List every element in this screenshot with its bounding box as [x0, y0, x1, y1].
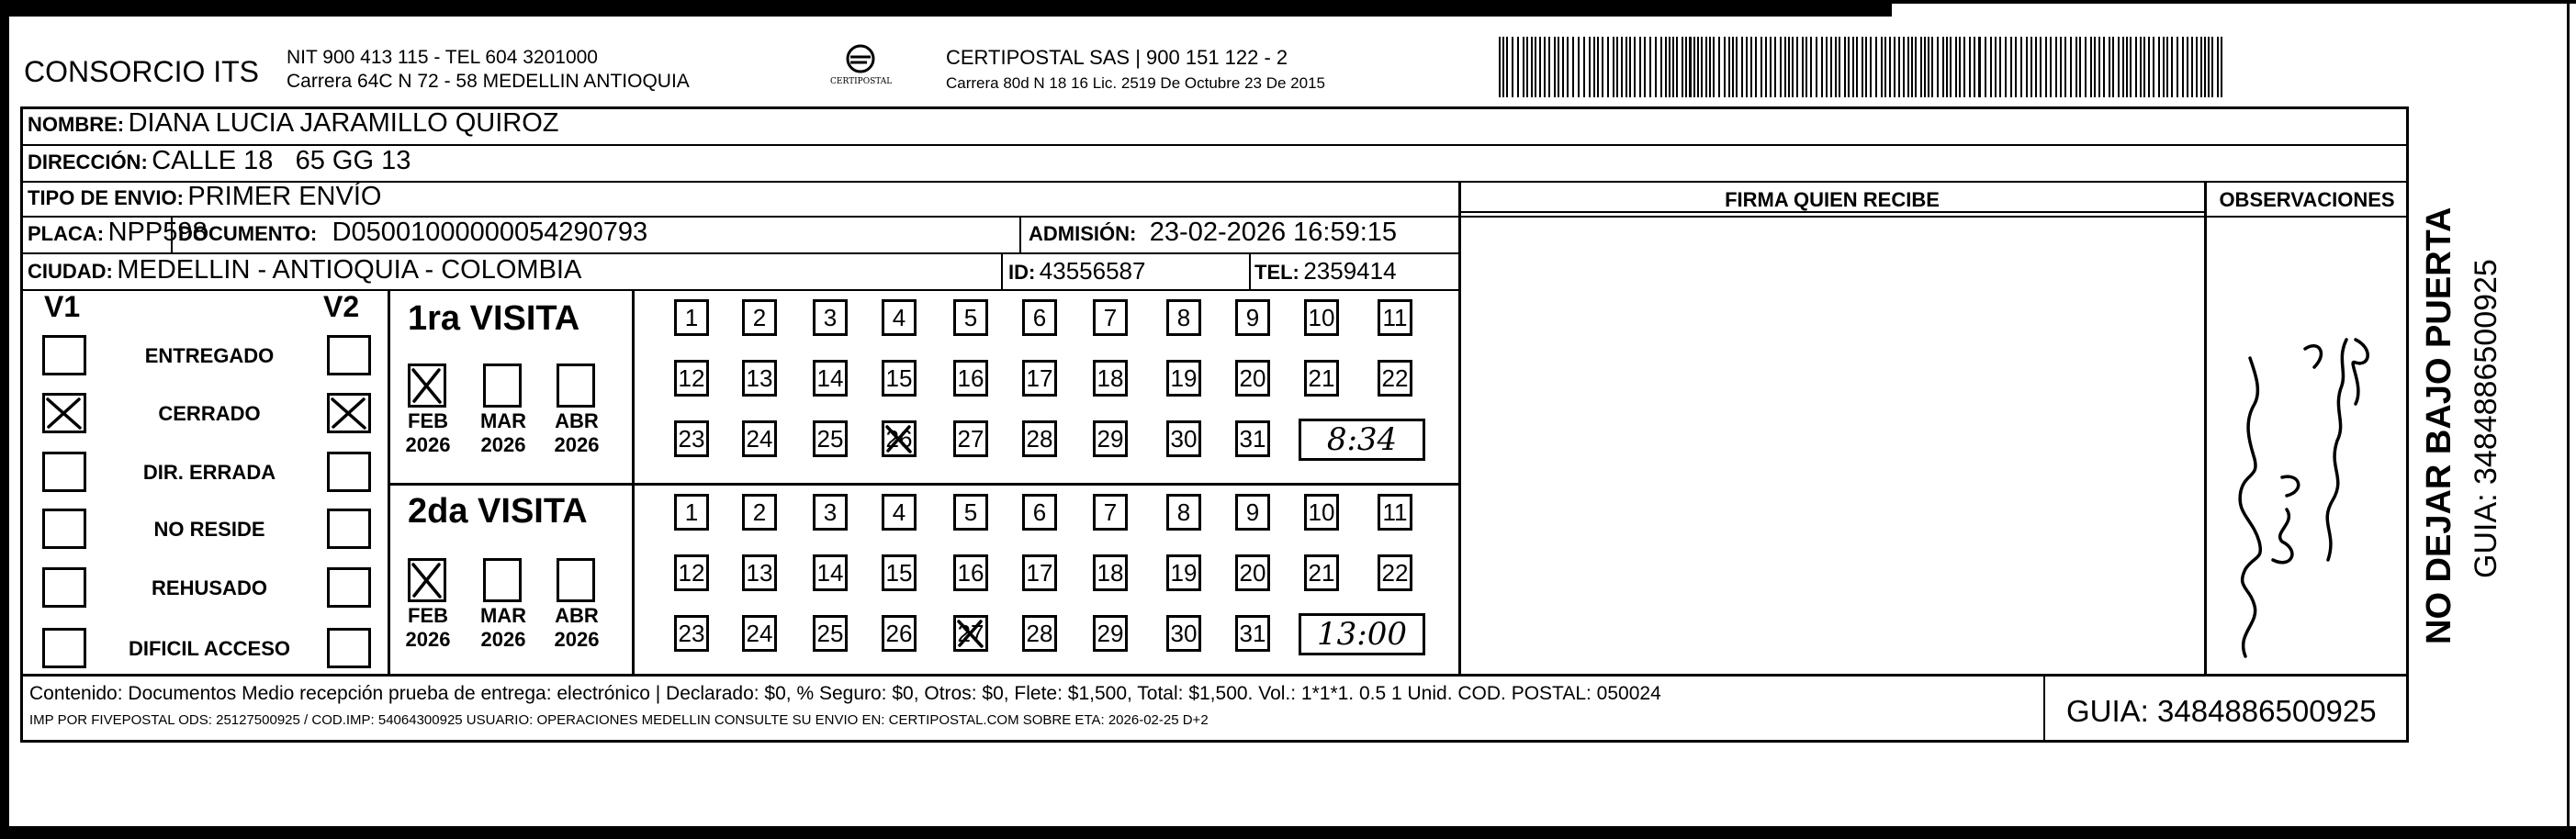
visita1-year-label: 2026 — [405, 433, 451, 456]
visita2-day-box: 13 — [742, 554, 777, 591]
v2-checkbox — [327, 509, 371, 549]
documento-row — [178, 218, 647, 248]
side-guia: GUIA: 3484886500925 — [2469, 259, 2503, 578]
visita1-day-box: 20 — [1235, 360, 1270, 397]
visita1-day-box: 7 — [1093, 299, 1128, 336]
visita2-day-box: 15 — [882, 554, 917, 591]
logo-icon — [830, 40, 891, 99]
tel-label: TEL: — [1254, 261, 1299, 284]
visita1-day-box: 9 — [1235, 299, 1270, 336]
nombre-label: NOMBRE: — [28, 113, 125, 136]
status-label: DIFICIL ACCESO — [128, 637, 290, 660]
direccion-row — [28, 146, 411, 176]
visita2-month-label: ABR — [555, 604, 599, 627]
visita2-day-box: 12 — [674, 554, 709, 591]
visita2-day-box: 23 — [674, 615, 709, 652]
admision-row — [1029, 218, 1397, 248]
admision-value: 23-02-2026 16:59:15 — [1149, 218, 1398, 247]
tipo-value: PRIMER ENVÍO — [187, 182, 382, 211]
nombre-value: DIANA LUCIA JARAMILLO QUIROZ — [128, 108, 559, 138]
visita2-year-label: 2026 — [480, 628, 526, 651]
visita1-day-box: 25 — [813, 420, 848, 457]
handwritten-x-mark — [956, 618, 985, 649]
visita2-day-box: 11 — [1378, 494, 1412, 531]
visita1-day-box: 10 — [1304, 299, 1339, 336]
v2-label: V2 — [323, 290, 360, 323]
footer-contenido: Contenido: Documentos Medio recepción prueba de entrega: electrónico | Declarado: $0, % Seguro: $0, Otros: $0, Flete: $1,500, Total: $1,500. Vol.: 1*1*1. 0.5 1 Unid. COD. POSTAL: 050024 — [29, 683, 1661, 704]
visita2-day-box: 22 — [1378, 554, 1412, 591]
visita2-month-label: MAR — [479, 604, 527, 627]
visita1-day-box: 21 — [1304, 360, 1339, 397]
footer-imp: IMP POR FIVEPOSTAL ODS: 25127500925 / COD.IMP: 54064300925 USUARIO: OPERACIONES MEDELLIN CONSULTE SU ENVIO EN: CERTIPOSTAL.COM SOBRE ETA: 2026-02-25 D+2 — [29, 712, 1209, 728]
visita1-day-box: 24 — [742, 420, 777, 457]
visita1-day-box: 5 — [953, 299, 988, 336]
visita1-month-label: FEB — [408, 409, 448, 432]
id-value: 43556587 — [1039, 257, 1146, 285]
admision-label: ADMISIÓN: — [1029, 222, 1137, 245]
visita2-month-checkbox — [408, 558, 446, 602]
no-dejar-bajo-puerta: NO DEJAR BAJO PUERTA — [2420, 207, 2458, 644]
visita1-day-box: 18 — [1093, 360, 1128, 397]
visita1-day-box: 30 — [1166, 420, 1201, 457]
address-line: Carrera 64C N 72 - 58 MEDELLIN ANTIOQUIA — [287, 71, 690, 92]
visita1-month-checkbox — [557, 364, 595, 408]
visita1-day-box: 29 — [1093, 420, 1128, 457]
visita2-day-box: 27 — [953, 615, 988, 652]
visita1-day-box: 4 — [882, 299, 917, 336]
visita1-day-box: 26 — [882, 420, 917, 457]
v1-label: V1 — [44, 290, 81, 323]
visita1-day-box: 19 — [1166, 360, 1201, 397]
visita1-day-box: 15 — [882, 360, 917, 397]
bottom-border — [0, 826, 2576, 839]
visita2-month-checkbox — [557, 558, 595, 602]
visita2-year-label: 2026 — [405, 628, 451, 651]
visita1-day-box: 6 — [1022, 299, 1057, 336]
visita2-day-box: 18 — [1093, 554, 1128, 591]
nit-line: NIT 900 413 115 - TEL 604 3201000 — [287, 47, 598, 68]
status-label: ENTREGADO — [144, 344, 275, 367]
visita2-day-box: 2 — [742, 494, 777, 531]
visita2-day-box: 20 — [1235, 554, 1270, 591]
left-border — [0, 0, 9, 839]
visita2-day-box: 16 — [953, 554, 988, 591]
visita1-day-box: 22 — [1378, 360, 1412, 397]
footer-guia: GUIA: 3484886500925 — [2066, 694, 2377, 728]
visita2-title: 2da VISITA — [408, 492, 588, 531]
visita1-day-box: 2 — [742, 299, 777, 336]
visita1-day-box: 23 — [674, 420, 709, 457]
v2-checkbox — [327, 393, 371, 433]
visita1-day-box: 3 — [813, 299, 848, 336]
handwritten-x-mark — [884, 423, 914, 454]
visita1-day-box: 12 — [674, 360, 709, 397]
visita2-day-box: 5 — [953, 494, 988, 531]
firma-label: FIRMA QUIEN RECIBE — [1725, 188, 1940, 211]
visita2-month-label: FEB — [408, 604, 448, 627]
status-label: NO RESIDE — [153, 518, 265, 541]
visita2-day-box: 8 — [1166, 494, 1201, 531]
visita2-year-label: 2026 — [554, 628, 600, 651]
barcode — [1499, 37, 2228, 97]
documento-label: DOCUMENTO: — [178, 222, 318, 245]
visita2-day-box: 14 — [813, 554, 848, 591]
visita2-day-box: 29 — [1093, 615, 1128, 652]
id-label: ID: — [1008, 261, 1036, 284]
visita2-day-box: 31 — [1235, 615, 1270, 652]
visita1-year-label: 2026 — [554, 433, 600, 456]
visita2-day-box: 4 — [882, 494, 917, 531]
visita2-day-box: 26 — [882, 615, 917, 652]
visita2-day-box: 3 — [813, 494, 848, 531]
visita2-day-box: 30 — [1166, 615, 1201, 652]
visita1-day-box: 14 — [813, 360, 848, 397]
status-label: DIR. ERRADA — [142, 461, 276, 484]
company-name: CONSORCIO ITS — [24, 55, 260, 88]
visita1-day-box: 16 — [953, 360, 988, 397]
handwritten-x-mark — [411, 366, 444, 405]
v2-checkbox — [327, 628, 371, 668]
visita2-day-box: 25 — [813, 615, 848, 652]
handwritten-x-mark — [411, 561, 444, 599]
v2-checkbox — [327, 567, 371, 608]
visita1-day-box: 13 — [742, 360, 777, 397]
visita2-day-box: 28 — [1022, 615, 1057, 652]
visita1-month-label: ABR — [555, 409, 599, 432]
direccion-label: DIRECCIÓN: — [28, 151, 148, 173]
v2-checkbox — [327, 452, 371, 492]
top-border — [0, 0, 1892, 17]
tel-row — [1254, 257, 1397, 285]
visita1-month-checkbox — [408, 364, 446, 408]
certipostal-line: CERTIPOSTAL SAS | 900 151 122 - 2 — [946, 46, 1288, 69]
visita1-day-box: 27 — [953, 420, 988, 457]
observaciones-label: OBSERVACIONES — [2219, 188, 2395, 211]
visita2-day-box: 6 — [1022, 494, 1057, 531]
visita1-title: 1ra VISITA — [408, 299, 580, 338]
visita1-time-box: 8:34 — [1299, 419, 1425, 461]
status-label: REHUSADO — [152, 576, 267, 599]
visita2-month-checkbox — [483, 558, 522, 602]
handwritten-x-mark — [330, 396, 368, 431]
placa-label: PLACA: — [28, 222, 105, 245]
visita2-day-box: 19 — [1166, 554, 1201, 591]
documento-value: D05001000000054290793 — [332, 218, 648, 247]
visita1-day-box: 11 — [1378, 299, 1412, 336]
status-label: CERRADO — [158, 402, 261, 425]
right-border — [2567, 0, 2570, 839]
tipo-label: TIPO DE ENVIO: — [28, 186, 184, 209]
visita1-year-label: 2026 — [480, 433, 526, 456]
logo-text: CERTIPOSTAL — [830, 77, 893, 86]
visita2-day-box: 17 — [1022, 554, 1057, 591]
visita2-day-box: 7 — [1093, 494, 1128, 531]
tipo-row — [28, 182, 381, 212]
direccion-value: CALLE 18 65 GG 13 — [152, 146, 411, 175]
visita2-day-box: 24 — [742, 615, 777, 652]
v2-checkbox — [327, 335, 371, 375]
visita1-month-label: MAR — [479, 409, 527, 432]
observation-handwriting — [2218, 285, 2392, 670]
visita2-time-box: 13:00 — [1299, 613, 1425, 655]
certipostal-logo — [830, 40, 891, 99]
visita1-day-box: 1 — [674, 299, 709, 336]
tel-value: 2359414 — [1303, 257, 1397, 285]
certipostal-address: Carrera 80d N 18 16 Lic. 2519 De Octubre 23 De 2015 — [946, 74, 1325, 92]
visita1-day-box: 28 — [1022, 420, 1057, 457]
ciudad-row — [28, 255, 581, 285]
ciudad-label: CIUDAD: — [28, 260, 113, 283]
visita2-day-box: 21 — [1304, 554, 1339, 591]
ciudad-value: MEDELLIN - ANTIOQUIA - COLOMBIA — [117, 255, 582, 285]
visita1-day-box: 31 — [1235, 420, 1270, 457]
visita1-day-box: 8 — [1166, 299, 1201, 336]
placa-value: NPP598 — [107, 218, 208, 247]
visita2-day-box: 1 — [674, 494, 709, 531]
visita1-month-checkbox — [483, 364, 522, 408]
visita1-day-box: 17 — [1022, 360, 1057, 397]
visita2-day-box: 10 — [1304, 494, 1339, 531]
id-row — [1008, 257, 1145, 285]
top-border-thin — [1892, 0, 2576, 4]
nombre-row — [28, 108, 559, 139]
visita2-day-box: 9 — [1235, 494, 1270, 531]
